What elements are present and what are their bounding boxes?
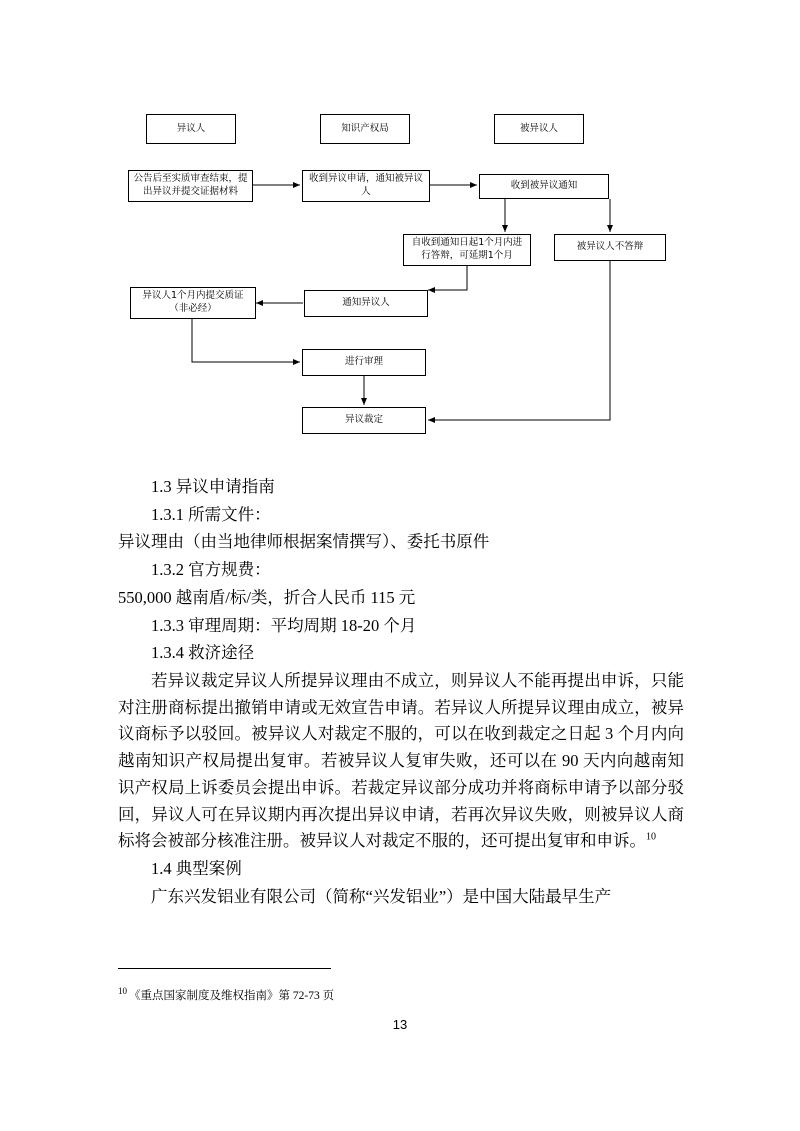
paragraph-1-3-4 — [118, 668, 684, 855]
flow-node-ip-office — [320, 114, 410, 144]
footnote-number: 10 — [118, 986, 127, 997]
flow-node-submit-evidence — [130, 287, 256, 319]
flow-node-opposed-party-label: 被异议人 — [519, 122, 558, 134]
flow-node-decision — [302, 407, 426, 434]
flow-node-ip-office-label: 知识产权局 — [341, 122, 389, 134]
paragraph-1-3-1: 异议理由（由当地律师根据案情撰写）、委托书原件 — [118, 532, 490, 552]
flow-node-receive-notice-label: 收到被异议通知 — [510, 180, 578, 192]
flow-node-opposed-party — [494, 114, 584, 144]
paragraph-1-3-2: 550,000 越南盾/标/类，折合人民币 115 元 — [118, 587, 416, 607]
flow-node-notify-opponent — [304, 290, 428, 317]
flow-node-receive-notice — [479, 174, 609, 199]
paragraph-1-4: 广东兴发铝业有限公司（简称“兴发铝业”）是中国大陆最早生产 — [151, 886, 612, 906]
flow-node-receive-opposition — [302, 170, 430, 202]
heading-1-3: 1.3 异议申请指南 — [151, 477, 275, 496]
flow-node-examination-label: 进行审理 — [344, 356, 383, 368]
heading-1-3-2: 1.3.2 官方规费： — [151, 560, 271, 580]
flow-node-no-reply-label: 被异议人不答辩 — [576, 241, 644, 253]
flowchart-connectors — [0, 0, 800, 470]
heading-1-3-4: 1.3.4 救济途径 — [151, 643, 255, 663]
heading-1-3-1: 1.3.1 所需文件： — [151, 504, 271, 524]
flow-node-file-opposition — [128, 170, 253, 202]
flow-node-opponent-label: 异议人 — [176, 122, 206, 134]
flow-node-reply-period — [403, 234, 531, 266]
flow-node-receive-opposition-label: 收到异议申请，通知被异议人 — [308, 173, 423, 197]
page-number: 13 — [392, 1017, 408, 1032]
flow-node-file-opposition-label: 公告后至实质审查结束，提出异议并提交证据材料 — [133, 173, 248, 197]
footnote — [118, 988, 678, 1004]
document-body — [118, 474, 684, 912]
paragraph-1-3-4-text: 若异议裁定异议人所提异议理由不成立，则异议人不能再提出申诉，只能对注册商标提出撤销申请或无效宣告申请。若异议人所提异议理由成立，被异议商标予以驳回。被异议人对裁定不服的，可以在收到裁定之日起 3 个月内向越南知识产权局提出复审。若被异议人复审失败，还可以在 90 天内向越南知识产权局上诉委员会提出申诉。若裁定异议部分成功并将商标申请予以部分驳回，异议人可在异议期内再次提出异议申请，若再次异议失败，则被异议人商标将会被部分核准注册。被异议人对裁定不服的，还可提出复审和申诉。 — [118, 671, 684, 851]
footnote-marker: 10 — [646, 831, 656, 843]
flow-node-notify-opponent-label: 通知异议人 — [342, 297, 390, 309]
heading-1-4: 1.4 典型案例 — [151, 859, 242, 879]
footnote-text: 《重点国家制度及维权指南》第 72-73 页 — [129, 990, 335, 1002]
heading-1-3-3: 1.3.3 审理周期：平均周期 18-20 个月 — [151, 615, 417, 635]
flow-node-no-reply — [554, 234, 666, 261]
flow-node-opponent — [146, 114, 236, 144]
flow-node-reply-period-label: 自收到通知日起1个月内进行答辩，可延期1个月 — [411, 237, 523, 261]
flow-node-submit-evidence-label: 异议人1个月内提交质证（非必经） — [142, 290, 244, 314]
opposition-flowchart — [0, 0, 800, 470]
footnote-separator — [118, 968, 331, 969]
flow-node-examination — [302, 349, 426, 376]
flow-node-decision-label: 异议裁定 — [344, 414, 383, 426]
